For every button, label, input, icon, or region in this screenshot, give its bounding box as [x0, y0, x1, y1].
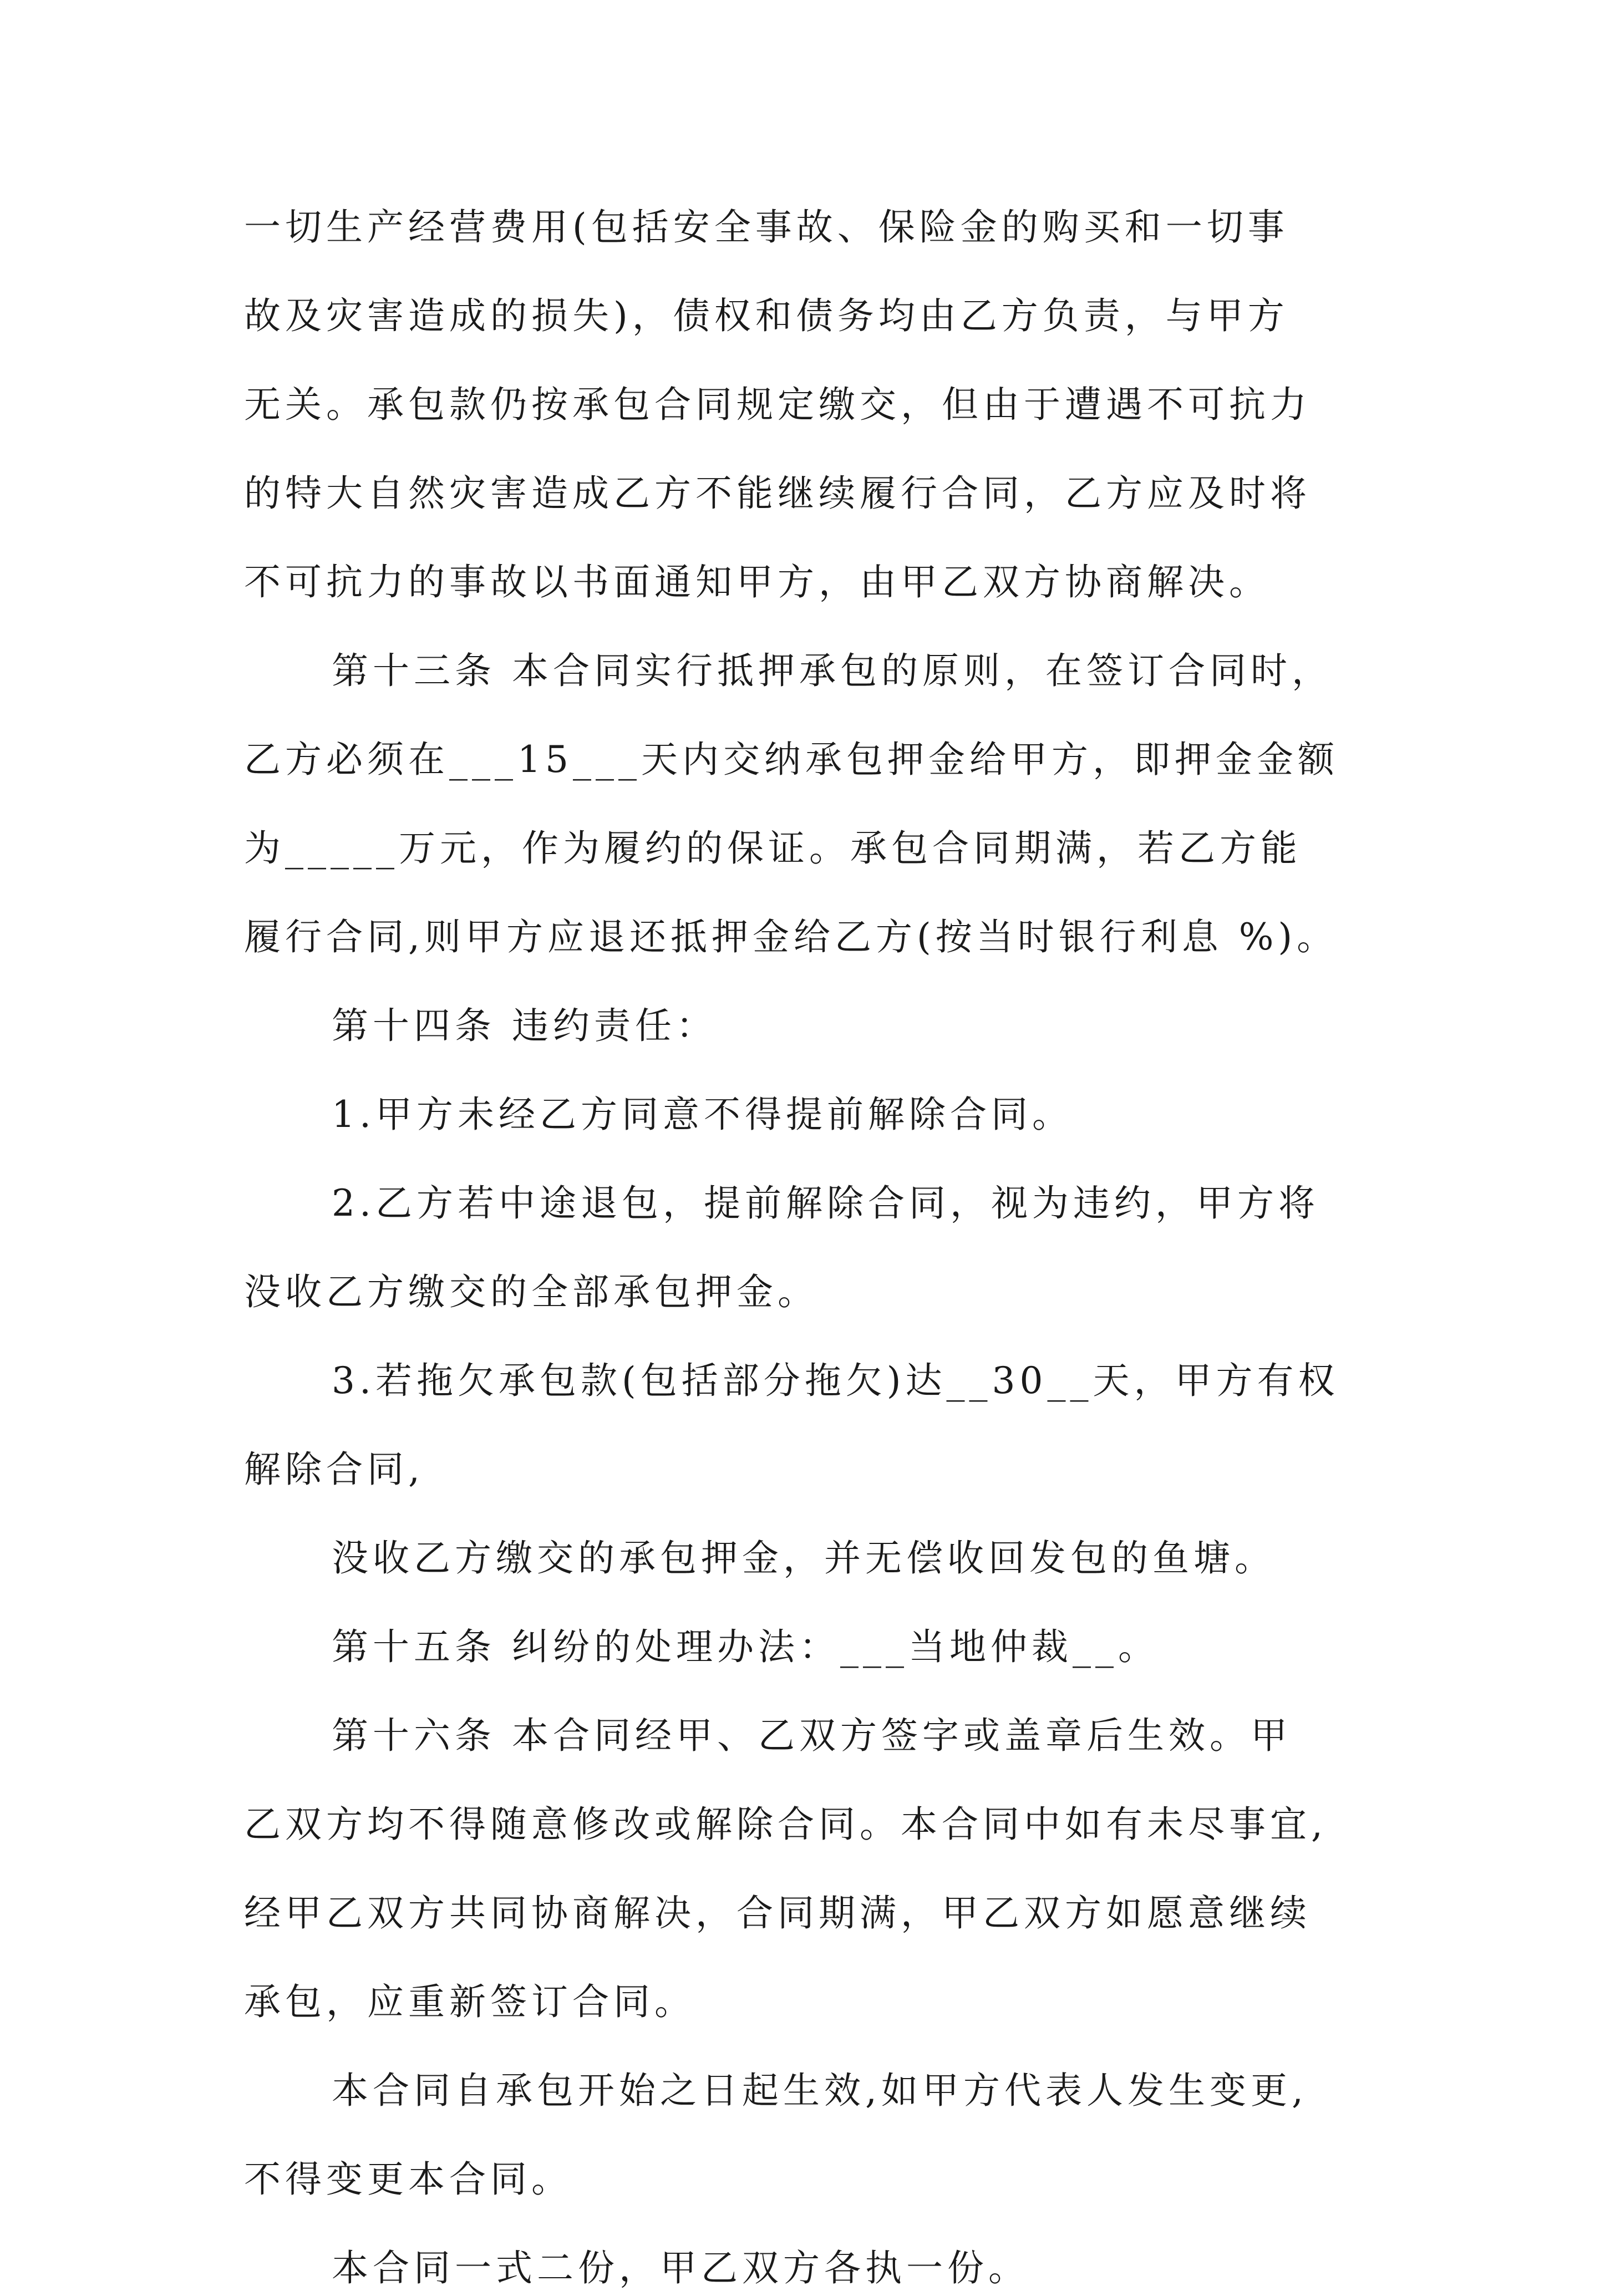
effective-clause: 本合同自承包开始之日起生效,如甲方代表人发生变更, [332, 2069, 1308, 2112]
text-line: 故及灾害造成的损失)，债权和债务均由乙方负责，与甲方 [244, 294, 1289, 337]
text-line: 经甲乙双方共同协商解决，合同期满，甲乙双方如愿意继续 [244, 1892, 1311, 1934]
article-14-heading: 第十四条 违约责任： [332, 1004, 717, 1047]
text-line: 履行合同,则甲方应退还抵押金给乙方(按当时银行利息 %)。 [244, 916, 1338, 958]
article-13-heading: 第十三条 本合同实行抵押承包的原则，在签订合同时， [332, 649, 1333, 692]
text-line: 没收乙方缴交的承包押金，并无偿收回发包的鱼塘。 [332, 1537, 1276, 1579]
text-line: 无关。承包款仍按承包合同规定缴交，但由于遭遇不可抗力 [244, 383, 1311, 426]
text-line: 解除合同, [244, 1448, 424, 1491]
article-15-heading: 第十五条 纠纷的处理办法：___当地仲裁__。 [332, 1626, 1159, 1668]
copies-clause: 本合同一式二份，甲乙双方各执一份。 [332, 2247, 1029, 2289]
text-line: 为_____万元，作为履约的保证。承包合同期满，若乙方能 [244, 827, 1302, 870]
text-line: 的特大自然灾害造成乙方不能继续履行合同，乙方应及时将 [244, 472, 1311, 515]
article-16-heading: 第十六条 本合同经甲、乙双方签字或盖章后生效。甲 [332, 1714, 1292, 1757]
text-line: 承包，应重新签订合同。 [244, 1980, 695, 2023]
text-line: 不得变更本合同。 [244, 2158, 572, 2201]
text-line: 一切生产经营费用(包括安全事故、保险金的购买和一切事 [244, 206, 1289, 248]
clause-3: 3.若拖欠承包款(包括部分拖欠)达__30__天，甲方有权 [332, 1359, 1339, 1402]
text-line: 乙方必须在___15___天内交纳承包押金给甲方，即押金金额 [244, 738, 1339, 781]
clause-2: 2.乙方若中途退包，提前解除合同，视为违约，甲方将 [332, 1182, 1319, 1225]
text-line: 不可抗力的事故以书面通知甲方，由甲乙双方协商解决。 [244, 561, 1270, 603]
text-line: 乙双方均不得随意修改或解除合同。本合同中如有未尽事宜, [244, 1803, 1327, 1846]
text-line: 没收乙方缴交的全部承包押金。 [244, 1271, 819, 1313]
clause-1: 1.甲方未经乙方同意不得提前解除合同。 [332, 1093, 1073, 1136]
